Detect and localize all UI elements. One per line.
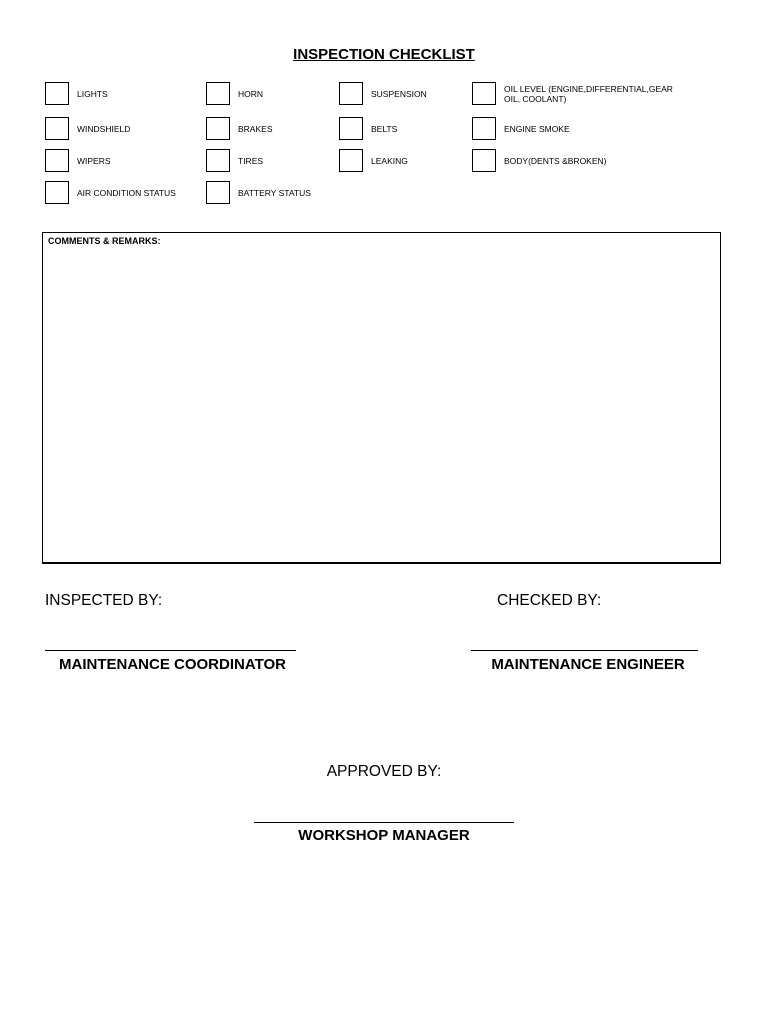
windshield-label: WINDSHIELD [77,124,131,134]
comments-box[interactable] [42,232,721,564]
suspension-label: SUSPENSION [371,89,427,99]
wipers-label: WIPERS [77,156,111,166]
brakes-checkbox[interactable] [206,117,230,140]
leaking-checkbox[interactable] [339,149,363,172]
tires-label: TIRES [238,156,264,166]
battery-checkbox[interactable] [206,181,230,204]
approved-by-heading: APPROVED BY: [326,763,442,780]
checked-by-signature-line[interactable] [471,650,698,651]
air-condition-checkbox[interactable] [45,181,69,204]
horn-label: HORN [238,89,264,99]
engine-smoke-label: ENGINE SMOKE [504,124,570,134]
belts-label: BELTS [371,124,398,134]
maintenance-engineer-role: MAINTENANCE ENGINEER [491,656,685,673]
inspected-by-signature-line[interactable] [45,650,296,651]
comments-label: COMMENTS & REMARKS: [48,236,161,246]
battery-label: BATTERY STATUS [238,188,311,198]
document-title: INSPECTION CHECKLIST [293,46,475,63]
windshield-checkbox[interactable] [45,117,69,140]
oil-level-label: OIL LEVEL (ENGINE,DIFFERENTIAL,GEAR OIL, COOLANT) [504,84,673,104]
suspension-checkbox[interactable] [339,82,363,105]
tires-checkbox[interactable] [206,149,230,172]
air-condition-label: AIR CONDITION STATUS [77,188,176,198]
leaking-label: LEAKING [371,156,408,166]
belts-checkbox[interactable] [339,117,363,140]
checked-by-heading: CHECKED BY: [497,592,602,609]
approved-by-signature-line[interactable] [254,822,514,823]
lights-label: LIGHTS [77,89,108,99]
engine-smoke-checkbox[interactable] [472,117,496,140]
maintenance-coordinator-role: MAINTENANCE COORDINATOR [59,656,286,673]
inspected-by-heading: INSPECTED BY: [45,592,163,609]
oil-level-checkbox[interactable] [472,82,496,105]
workshop-manager-role: WORKSHOP MANAGER [298,827,470,844]
body-checkbox[interactable] [472,149,496,172]
wipers-checkbox[interactable] [45,149,69,172]
brakes-label: BRAKES [238,124,273,134]
lights-checkbox[interactable] [45,82,69,105]
body-label: BODY(DENTS &BROKEN) [504,156,607,166]
horn-checkbox[interactable] [206,82,230,105]
